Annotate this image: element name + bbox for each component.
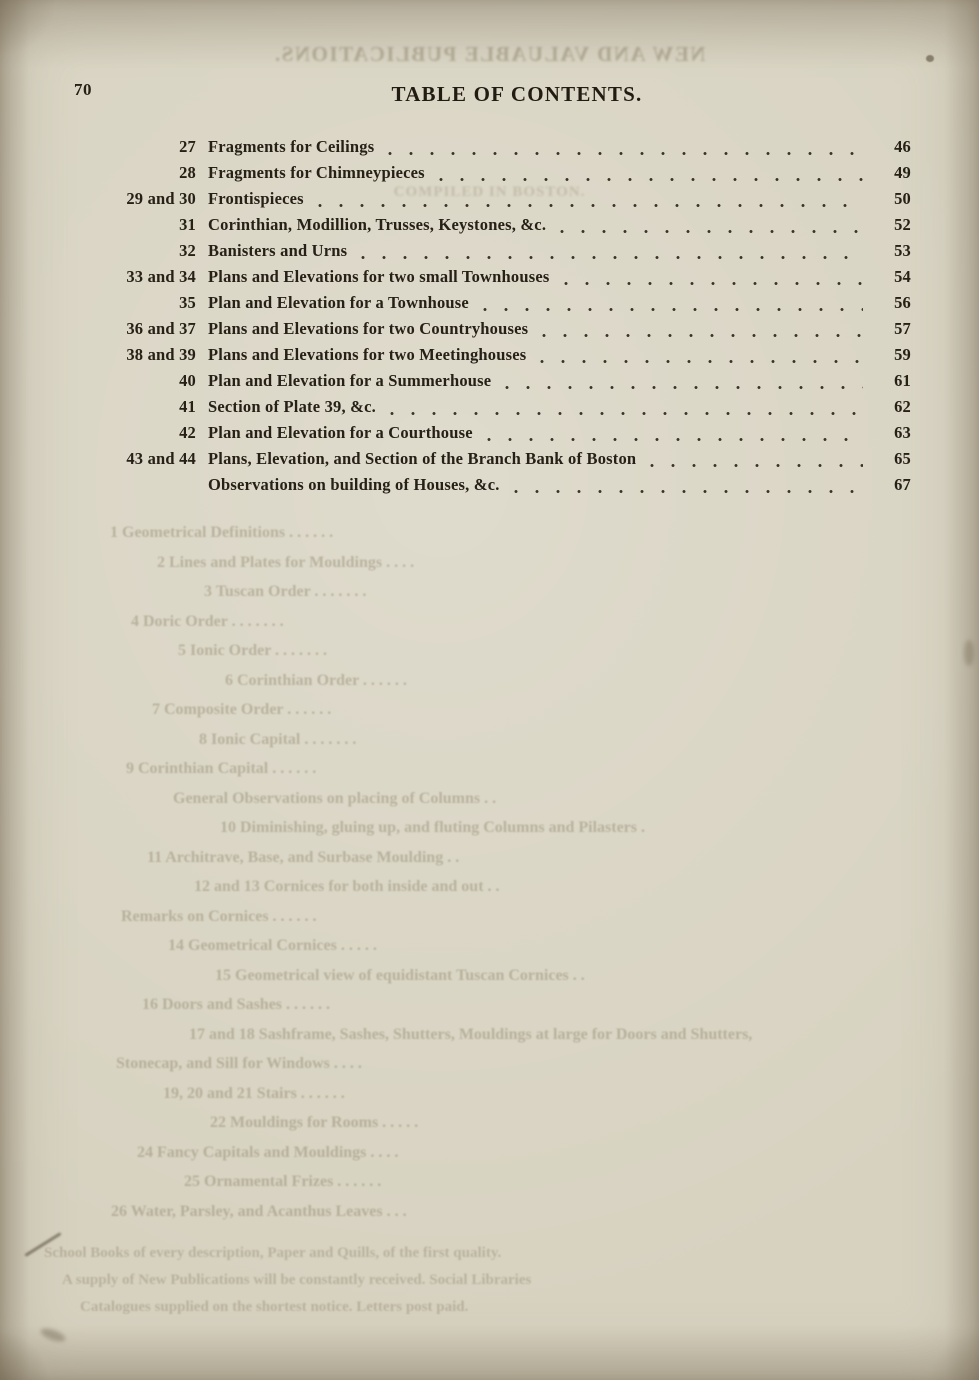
- bleedthrough-subheader: COMPILED IN BOSTON.: [393, 184, 586, 200]
- bleedthrough-lines: [70, 518, 913, 1226]
- bleedthrough-line: 8 Ionic Capital . . . . . . .: [199, 730, 357, 748]
- bleedthrough-line: Catalogues supplied on the shortest notice. Letters post paid.: [80, 1299, 469, 1315]
- toc-entry: [96, 472, 911, 498]
- bleedthrough-line: 16 Doors and Sashes . . . . . .: [142, 996, 331, 1013]
- toc-entry-text: Section of Plate 39, &c.: [208, 397, 376, 416]
- toc-entry-page: 52: [894, 215, 911, 234]
- toc-entry-page: 61: [894, 371, 911, 390]
- toc-entry-plates: 41: [179, 397, 196, 416]
- bleedthrough-line: 5 Ionic Order . . . . . . .: [178, 642, 328, 659]
- dot-leader: [650, 463, 863, 468]
- toc-entry-text: Frontispieces: [208, 189, 304, 208]
- dot-leader: [542, 333, 863, 338]
- toc-entry: [96, 290, 911, 316]
- toc-entry: [96, 446, 911, 472]
- toc-entry: [96, 186, 911, 212]
- toc-entry-plates: 43 and 44: [126, 449, 196, 468]
- toc-entry: [96, 420, 911, 446]
- toc-entry-page: 67: [894, 475, 911, 494]
- toc-entry-text: Fragments for Chimneypieces: [208, 163, 425, 182]
- toc-entry-plates: 38 and 39: [126, 345, 196, 364]
- toc-entry-text: Plans and Elevations for two Countryhouses: [208, 319, 529, 338]
- toc-entry-page: 62: [894, 397, 911, 416]
- dot-leader: [439, 177, 863, 182]
- toc-entry-text: Corinthian, Modillion, Trusses, Keystones, &c.: [208, 215, 547, 234]
- toc-entry-page: 63: [894, 423, 911, 442]
- bleedthrough-line: A supply of New Publications will be constantly received. Social Libraries: [62, 1272, 532, 1288]
- bleedthrough-line: 1 Geometrical Definitions . . . . . .: [110, 524, 334, 541]
- bleedthrough-line: 25 Ornamental Frizes . . . . . .: [184, 1173, 382, 1190]
- page-number: 70: [74, 80, 92, 99]
- toc-entry-plates: 28: [179, 163, 196, 182]
- toc-entry-page: 53: [894, 241, 911, 260]
- toc-entry: [96, 160, 911, 186]
- dot-leader: [560, 229, 863, 234]
- toc-entry: [96, 264, 911, 290]
- toc-entry-plates: 27: [179, 137, 196, 156]
- toc-entry-text: Plans and Elevations for two small Townhouses: [208, 267, 550, 286]
- toc-entry-text: Plan and Elevation for a Townhouse: [208, 293, 469, 312]
- toc-entry-page: 50: [894, 189, 911, 208]
- toc-entry-plates: 29 and 30: [126, 189, 196, 208]
- bleedthrough-line: 9 Corinthian Capital . . . . . .: [126, 760, 317, 777]
- bleedthrough-footer: [44, 1240, 919, 1321]
- dot-leader: [564, 281, 863, 286]
- toc-entry-page: 65: [894, 449, 911, 468]
- dot-leader: [487, 437, 863, 442]
- toc-entry-plates: 31: [179, 215, 196, 234]
- dot-leader: [318, 203, 863, 208]
- bleedthrough-line: 6 Corinthian Order . . . . . .: [225, 671, 407, 689]
- dot-leader: [390, 411, 863, 416]
- toc-entry: [96, 342, 911, 368]
- corner-smudge: [39, 1326, 67, 1344]
- dot-leader: [540, 359, 863, 364]
- bleedthrough-line: 26 Water, Parsley, and Acanthus Leaves . . .: [111, 1202, 407, 1220]
- dot-leader: [483, 307, 863, 312]
- bleedthrough-line: General Observations on placing of Columns . .: [173, 789, 497, 807]
- dot-leader: [514, 489, 863, 494]
- dot-leader: [361, 255, 863, 260]
- toc-entry: [96, 316, 911, 342]
- toc-entry: [96, 212, 911, 238]
- bleedthrough-line: 22 Mouldings for Rooms . . . . .: [210, 1114, 419, 1131]
- toc-entry-page: 57: [894, 319, 911, 338]
- bleedthrough-line: Stonecap, and Sill for Windows . . . .: [116, 1055, 362, 1072]
- toc-entry-text: Banisters and Urns: [208, 241, 348, 260]
- toc-entry: [96, 238, 911, 264]
- edge-stain: [964, 640, 974, 666]
- bleedthrough-line: 3 Tuscan Order . . . . . . .: [204, 583, 367, 600]
- toc-entry-text: Plans, Elevation, and Section of the Branch Bank of Boston: [208, 449, 637, 468]
- dot-leader: [388, 151, 863, 156]
- bleedthrough-line: 10 Diminishing, gluing up, and fluting Columns and Pilasters .: [220, 819, 646, 836]
- toc-entry: [96, 134, 911, 160]
- toc-entry-text: Fragments for Ceilings: [208, 137, 375, 156]
- bleedthrough-line: School Books of every description, Paper and Quills, of the first quality.: [44, 1245, 502, 1261]
- ink-speck: [926, 55, 934, 62]
- table-of-contents: [96, 134, 911, 498]
- bleedthrough-line: 11 Architrave, Base, and Surbase Moulding . .: [147, 848, 460, 866]
- toc-entry-text: Plan and Elevation for a Courthouse: [208, 423, 473, 442]
- bleedthrough-line: 14 Geometrical Cornices . . . . .: [168, 937, 377, 954]
- bleedthrough-line: 24 Fancy Capitals and Mouldings . . . .: [137, 1143, 399, 1161]
- bleedthrough-line: 4 Doric Order . . . . . . .: [131, 612, 284, 630]
- toc-entry: [96, 394, 911, 420]
- bleedthrough-line: 17 and 18 Sashframe, Sashes, Shutters, Mouldings at large for Doors and Shutters,: [189, 1025, 753, 1043]
- toc-entry-page: 59: [894, 345, 911, 364]
- page-title: TABLE OF CONTENTS.: [391, 82, 643, 106]
- toc-entry-page: 54: [894, 267, 911, 286]
- toc-entry-plates: 33 and 34: [126, 267, 196, 286]
- toc-entry-page: 56: [894, 293, 911, 312]
- toc-entry-text: Plans and Elevations for two Meetinghouses: [208, 345, 527, 364]
- toc-entry-text: Observations on building of Houses, &c.: [208, 475, 500, 494]
- bleedthrough-line: 12 and 13 Cornices for both inside and out . .: [194, 878, 500, 895]
- bleedthrough-header: NEW AND VALUABLE PUBLICATIONS.: [273, 42, 706, 66]
- toc-entry-page: 49: [894, 163, 911, 182]
- fold-mark: [24, 1232, 61, 1257]
- dot-leader: [505, 385, 863, 390]
- toc-entry-plates: 42: [179, 423, 196, 442]
- toc-entry-plates: 35: [179, 293, 196, 312]
- toc-entry-plates: 32: [179, 241, 196, 260]
- bleedthrough-line: 7 Composite Order . . . . . .: [152, 701, 332, 718]
- bleedthrough-line: 2 Lines and Plates for Mouldings . . . .: [157, 553, 415, 571]
- bleedthrough-line: Remarks on Cornices . . . . . .: [121, 907, 317, 925]
- toc-entry-plates: 36 and 37: [126, 319, 196, 338]
- bleedthrough-line: 15 Geometrical view of equidistant Tuscan Cornices . .: [215, 966, 585, 984]
- bleedthrough-line: 19, 20 and 21 Stairs . . . . . .: [163, 1084, 345, 1102]
- toc-entry-text: Plan and Elevation for a Summerhouse: [208, 371, 492, 390]
- toc-entry-plates: 40: [179, 371, 196, 390]
- toc-entry-page: 46: [894, 137, 911, 156]
- toc-entry: [96, 368, 911, 394]
